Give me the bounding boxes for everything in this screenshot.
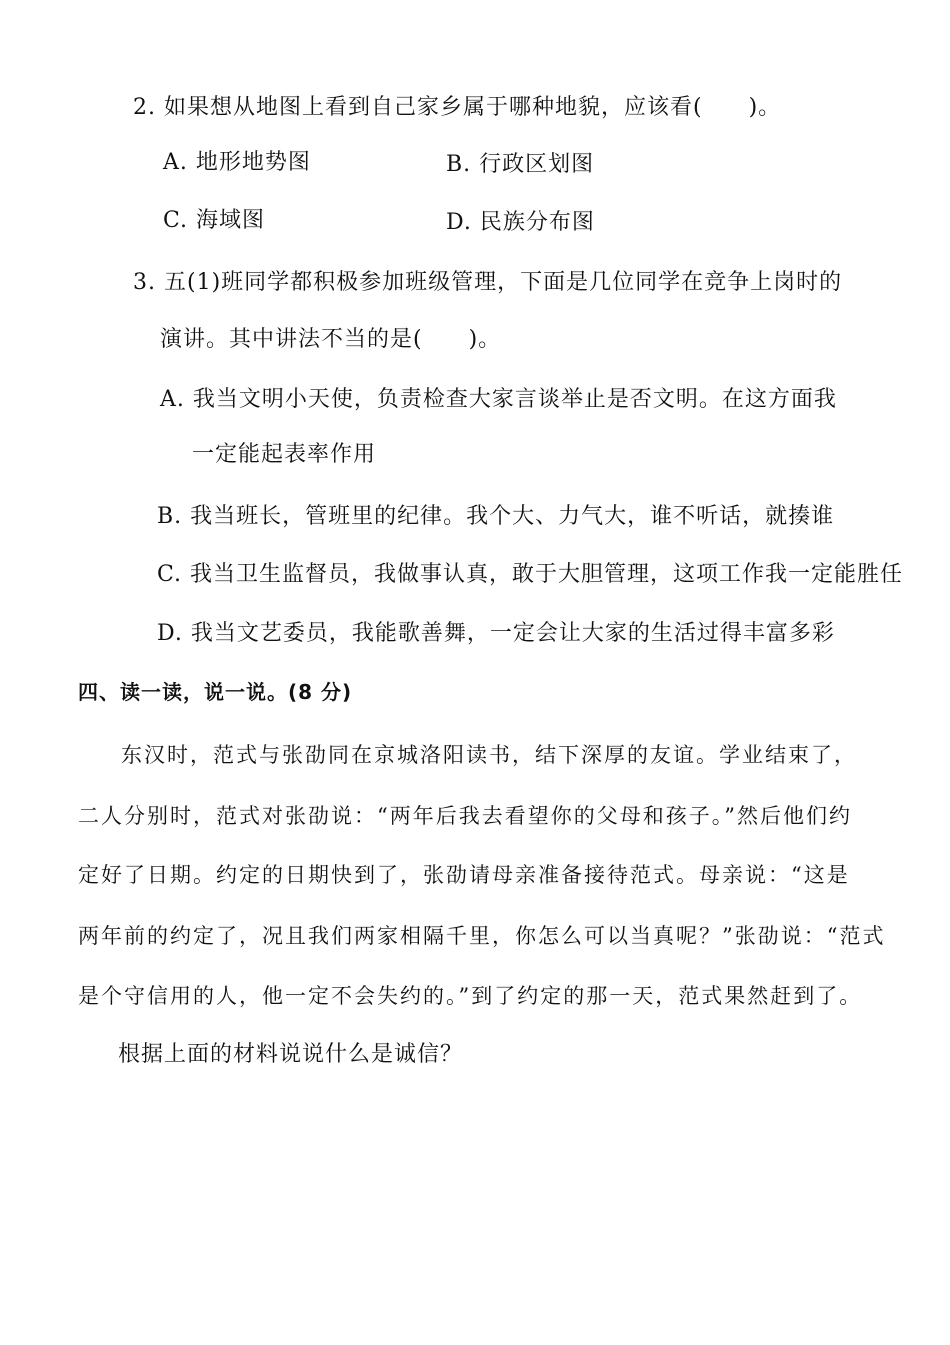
q3-stem-line-1: 3. 五(1)班同学都积极参加班级管理，下面是几位同学在竞争上岗时的 [133,270,843,295]
q2-option-b: B. 行政区划图 [446,152,595,177]
q3-option-b: B. 我当班长，管班里的纪律。我个大、力气大，谁不听话，就揍谁 [157,504,835,529]
q3-stem-line-2: 演讲。其中讲法不当的是( )。 [160,327,502,352]
passage-line-4: 两年前的约定了，况且我们两家相隔千里，你怎么可以当真呢？”张劭说：“范式 [78,924,886,948]
passage-line-3: 定好了日期。约定的日期快到了，张劭请母亲准备接待范式。母亲说：“这是 [78,863,850,887]
passage-line-5: 是个守信用的人，他一定不会失约的。”到了约定的那一天，范式果然赶到了。 [78,984,863,1008]
q2-option-d: D. 民族分布图 [446,210,595,235]
q3-option-a-line-2: 一定能起表率作用 [192,442,377,467]
passage-line-1: 东汉时，范式与张劭同在京城洛阳读书，结下深厚的友谊。学业结束了， [121,743,857,767]
q3-option-c: C. 我当卫生监督员，我做事认真，敢于大胆管理，这项工作我一定能胜任 [157,562,904,587]
q2-stem: 2. 如果想从地图上看到自己家乡属于哪种地貌，应该看( )。 [133,95,782,120]
section-4-title: 四、读一读，说一说。(8 分) [78,680,353,704]
q3-option-a-line-1: A. 我当文明小天使，负责检查大家言谈举止是否文明。在这方面我 [160,387,837,412]
q2-option-a: A. 地形地势图 [163,150,311,175]
section-4-question: 根据上面的材料说说什么是诚信？ [118,1042,464,1067]
passage-line-2: 二人分别时，范式对张劭说：“两年后我去看望你的父母和孩子。”然后他们约 [78,804,852,828]
q2-option-c: C. 海域图 [163,208,266,233]
q3-option-d: D. 我当文艺委员，我能歌善舞，一定会让大家的生活过得丰富多彩 [157,621,835,646]
